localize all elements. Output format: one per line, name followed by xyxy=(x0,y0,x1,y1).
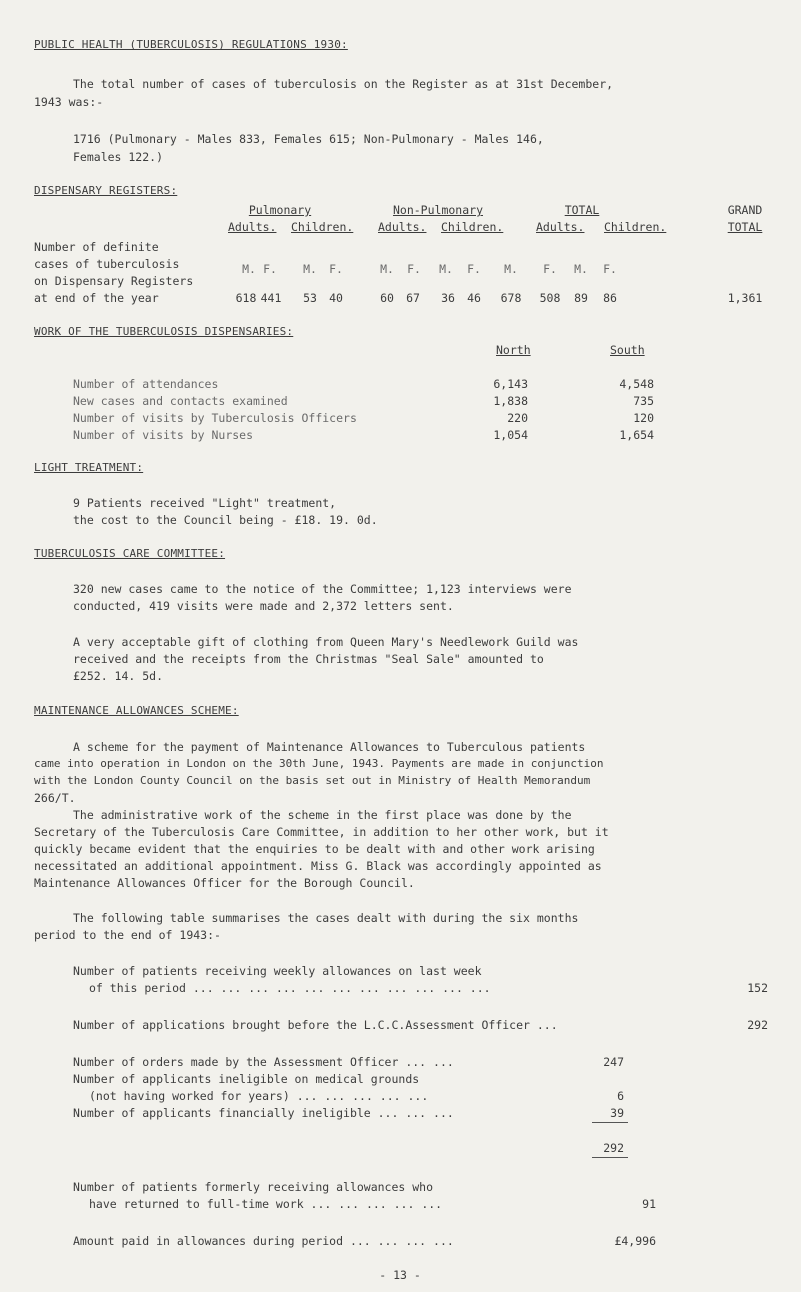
dispensary-heading: DISPENSARY REGISTERS: xyxy=(34,184,178,197)
sub-grand-total: TOTAL xyxy=(727,220,763,234)
sex-header: F. xyxy=(407,262,421,276)
committee-p1-line-2: conducted, 419 visits were made and 2,372 letters sent. xyxy=(73,599,454,613)
cell-value: 36 xyxy=(441,291,455,305)
work-heading: WORK OF THE TUBERCULOSIS DISPENSARIES: xyxy=(34,325,294,338)
summary-4-line-2: (not having worked for years) ... ... ... ... ... xyxy=(89,1089,429,1103)
work-row-south: 4,548 xyxy=(619,377,654,391)
summary-7-label: Amount paid in allowances during period ... ... ... ... xyxy=(73,1234,454,1248)
summary-7-value: £4,996 xyxy=(614,1234,656,1248)
work-row-north: 6,143 xyxy=(493,377,528,391)
cell-value: 40 xyxy=(329,291,343,305)
cell-value: 508 xyxy=(539,291,561,305)
sex-header: M. xyxy=(504,262,518,276)
cell-value: 89 xyxy=(574,291,588,305)
work-row-north: 1,054 xyxy=(493,428,528,442)
intro-line-1: The total number of cases of tuberculosis on the Register as at 31st December, xyxy=(73,77,614,91)
summary-5-value: 39 xyxy=(610,1106,624,1120)
sex-header: M. xyxy=(242,262,256,276)
cell-value: 441 xyxy=(260,291,282,305)
group-non-pulmonary: Non-Pulmonary xyxy=(392,203,483,217)
summary-total-value: 292 xyxy=(603,1141,624,1155)
committee-p2-line-2: received and the receipts from the Christmas "Seal Sale" amounted to xyxy=(73,652,544,666)
light-line-2: the cost to the Council being - £18. 19. 0d. xyxy=(73,513,378,527)
maintenance-p2-line-2: Secretary of the Tuberculosis Care Committee, in addition to her other work, but it xyxy=(34,825,609,839)
total-rule xyxy=(592,1157,628,1158)
sub-children-2: Children. xyxy=(441,220,504,234)
grand-total-value: 1,361 xyxy=(727,291,763,305)
intro-detail-1: 1716 (Pulmonary - Males 833, Females 615; Non-Pulmonary - Males 146, xyxy=(73,132,544,146)
sub-adults-1: Adults. xyxy=(228,220,277,234)
work-row-label: Number of attendances xyxy=(73,377,219,391)
row-label-2: cases of tuberculosis xyxy=(34,257,180,271)
committee-p1-line-1: 320 new cases came to the notice of the Committee; 1,123 interviews were xyxy=(73,582,572,596)
summary-2-value: 292 xyxy=(747,1018,768,1032)
work-row-south: 120 xyxy=(633,411,654,425)
maintenance-p2-line-3: quickly became evident that the enquiries to be dealt with and other work arising xyxy=(34,842,595,856)
summary-6-line-2: have returned to full-time work ... ... ... ... ... xyxy=(89,1197,443,1211)
sex-header: F. xyxy=(329,262,343,276)
summary-6-value: 91 xyxy=(642,1197,656,1211)
intro-line-2: 1943 was:- xyxy=(34,95,104,109)
maintenance-p3-line-1: The following table summarises the cases dealt with during the six months xyxy=(73,911,579,925)
maintenance-p1-line-3: with the London County Council on the basis set out in Ministry of Health Memorandum xyxy=(34,774,591,787)
sub-children-1: Children. xyxy=(291,220,354,234)
work-row-south: 735 xyxy=(633,394,654,408)
summary-4-line-1: Number of applicants ineligible on medical grounds xyxy=(73,1072,420,1086)
sub-adults-3: Adults. xyxy=(536,220,585,234)
light-heading: LIGHT TREATMENT: xyxy=(34,461,144,474)
sex-header: F. xyxy=(603,262,617,276)
summary-3-label: Number of orders made by the Assessment Officer ... ... xyxy=(73,1055,454,1069)
work-row-south: 1,654 xyxy=(619,428,654,442)
sex-header: F. xyxy=(543,262,557,276)
cell-value: 60 xyxy=(380,291,394,305)
maintenance-p2-line-1: The administrative work of the scheme in the first place was done by the xyxy=(73,808,572,822)
sex-header: F. xyxy=(263,262,277,276)
work-col-north: North xyxy=(496,343,531,357)
summary-2-label: Number of applications brought before the L.C.C.Assessment Officer ... xyxy=(73,1018,558,1032)
maintenance-p1-line-2: came into operation in London on the 30th June, 1943. Payments are made in conjunction xyxy=(34,757,604,770)
cell-value: 53 xyxy=(303,291,317,305)
maintenance-p2-line-4: necessitated an additional appointment. Miss G. Black was accordingly appointed as xyxy=(34,859,602,873)
light-line-1: 9 Patients received "Light" treatment, xyxy=(73,496,337,510)
work-row-label: New cases and contacts examined xyxy=(73,394,288,408)
sex-header: F. xyxy=(467,262,481,276)
sex-header: M. xyxy=(303,262,317,276)
committee-p2-line-1: A very acceptable gift of clothing from Queen Mary's Needlework Guild was xyxy=(73,635,579,649)
summary-1-line-2: of this period ... ... ... ... ... ... ... ... ... ... ... xyxy=(89,981,491,995)
cell-value: 67 xyxy=(406,291,420,305)
row-label-4: at end of the year xyxy=(34,291,159,305)
sex-header: M. xyxy=(574,262,588,276)
sum-rule xyxy=(592,1122,628,1123)
maintenance-p1-line-4: 266/T. xyxy=(34,791,76,805)
summary-6-line-1: Number of patients formerly receiving allowances who xyxy=(73,1180,434,1194)
maintenance-p2-line-5: Maintenance Allowances Officer for the Borough Council. xyxy=(34,876,415,890)
sub-children-3: Children. xyxy=(604,220,667,234)
summary-1-value: 152 xyxy=(747,981,768,995)
cell-value: 678 xyxy=(500,291,522,305)
group-pulmonary: Pulmonary xyxy=(248,203,312,217)
committee-p2-line-3: £252. 14. 5d. xyxy=(73,669,164,683)
row-label-1: Number of definite xyxy=(34,240,159,254)
page-number: - 13 - xyxy=(379,1268,421,1282)
work-row-label: Number of visits by Tuberculosis Officers xyxy=(73,411,357,425)
work-col-south: South xyxy=(610,343,645,357)
work-row-label: Number of visits by Nurses xyxy=(73,428,254,442)
group-total: TOTAL xyxy=(564,203,600,217)
work-row-north: 220 xyxy=(507,411,528,425)
summary-1-line-1: Number of patients receiving weekly allowances on last week xyxy=(73,964,482,978)
row-label-3: on Dispensary Registers xyxy=(34,274,194,288)
intro-detail-2: Females 122.) xyxy=(73,150,164,164)
cell-value: 46 xyxy=(467,291,481,305)
cell-value: 86 xyxy=(603,291,617,305)
page-title: PUBLIC HEALTH (TUBERCULOSIS) REGULATIONS 1930: xyxy=(34,38,348,51)
group-grand: GRAND xyxy=(727,203,763,217)
sex-header: M. xyxy=(380,262,394,276)
summary-3-value: 247 xyxy=(603,1055,624,1069)
maintenance-p1-line-1: A scheme for the payment of Maintenance Allowances to Tuberculous patients xyxy=(73,740,586,754)
cell-value: 618 xyxy=(235,291,257,305)
maintenance-p3-line-2: period to the end of 1943:- xyxy=(34,928,221,942)
sex-header: M. xyxy=(439,262,453,276)
committee-heading: TUBERCULOSIS CARE COMMITTEE: xyxy=(34,547,226,560)
sub-adults-2: Adults. xyxy=(378,220,427,234)
maintenance-heading: MAINTENANCE ALLOWANCES SCHEME: xyxy=(34,704,239,717)
summary-4-value: 6 xyxy=(617,1089,624,1103)
work-row-north: 1,838 xyxy=(493,394,528,408)
summary-5-label: Number of applicants financially ineligible ... ... ... xyxy=(73,1106,454,1120)
